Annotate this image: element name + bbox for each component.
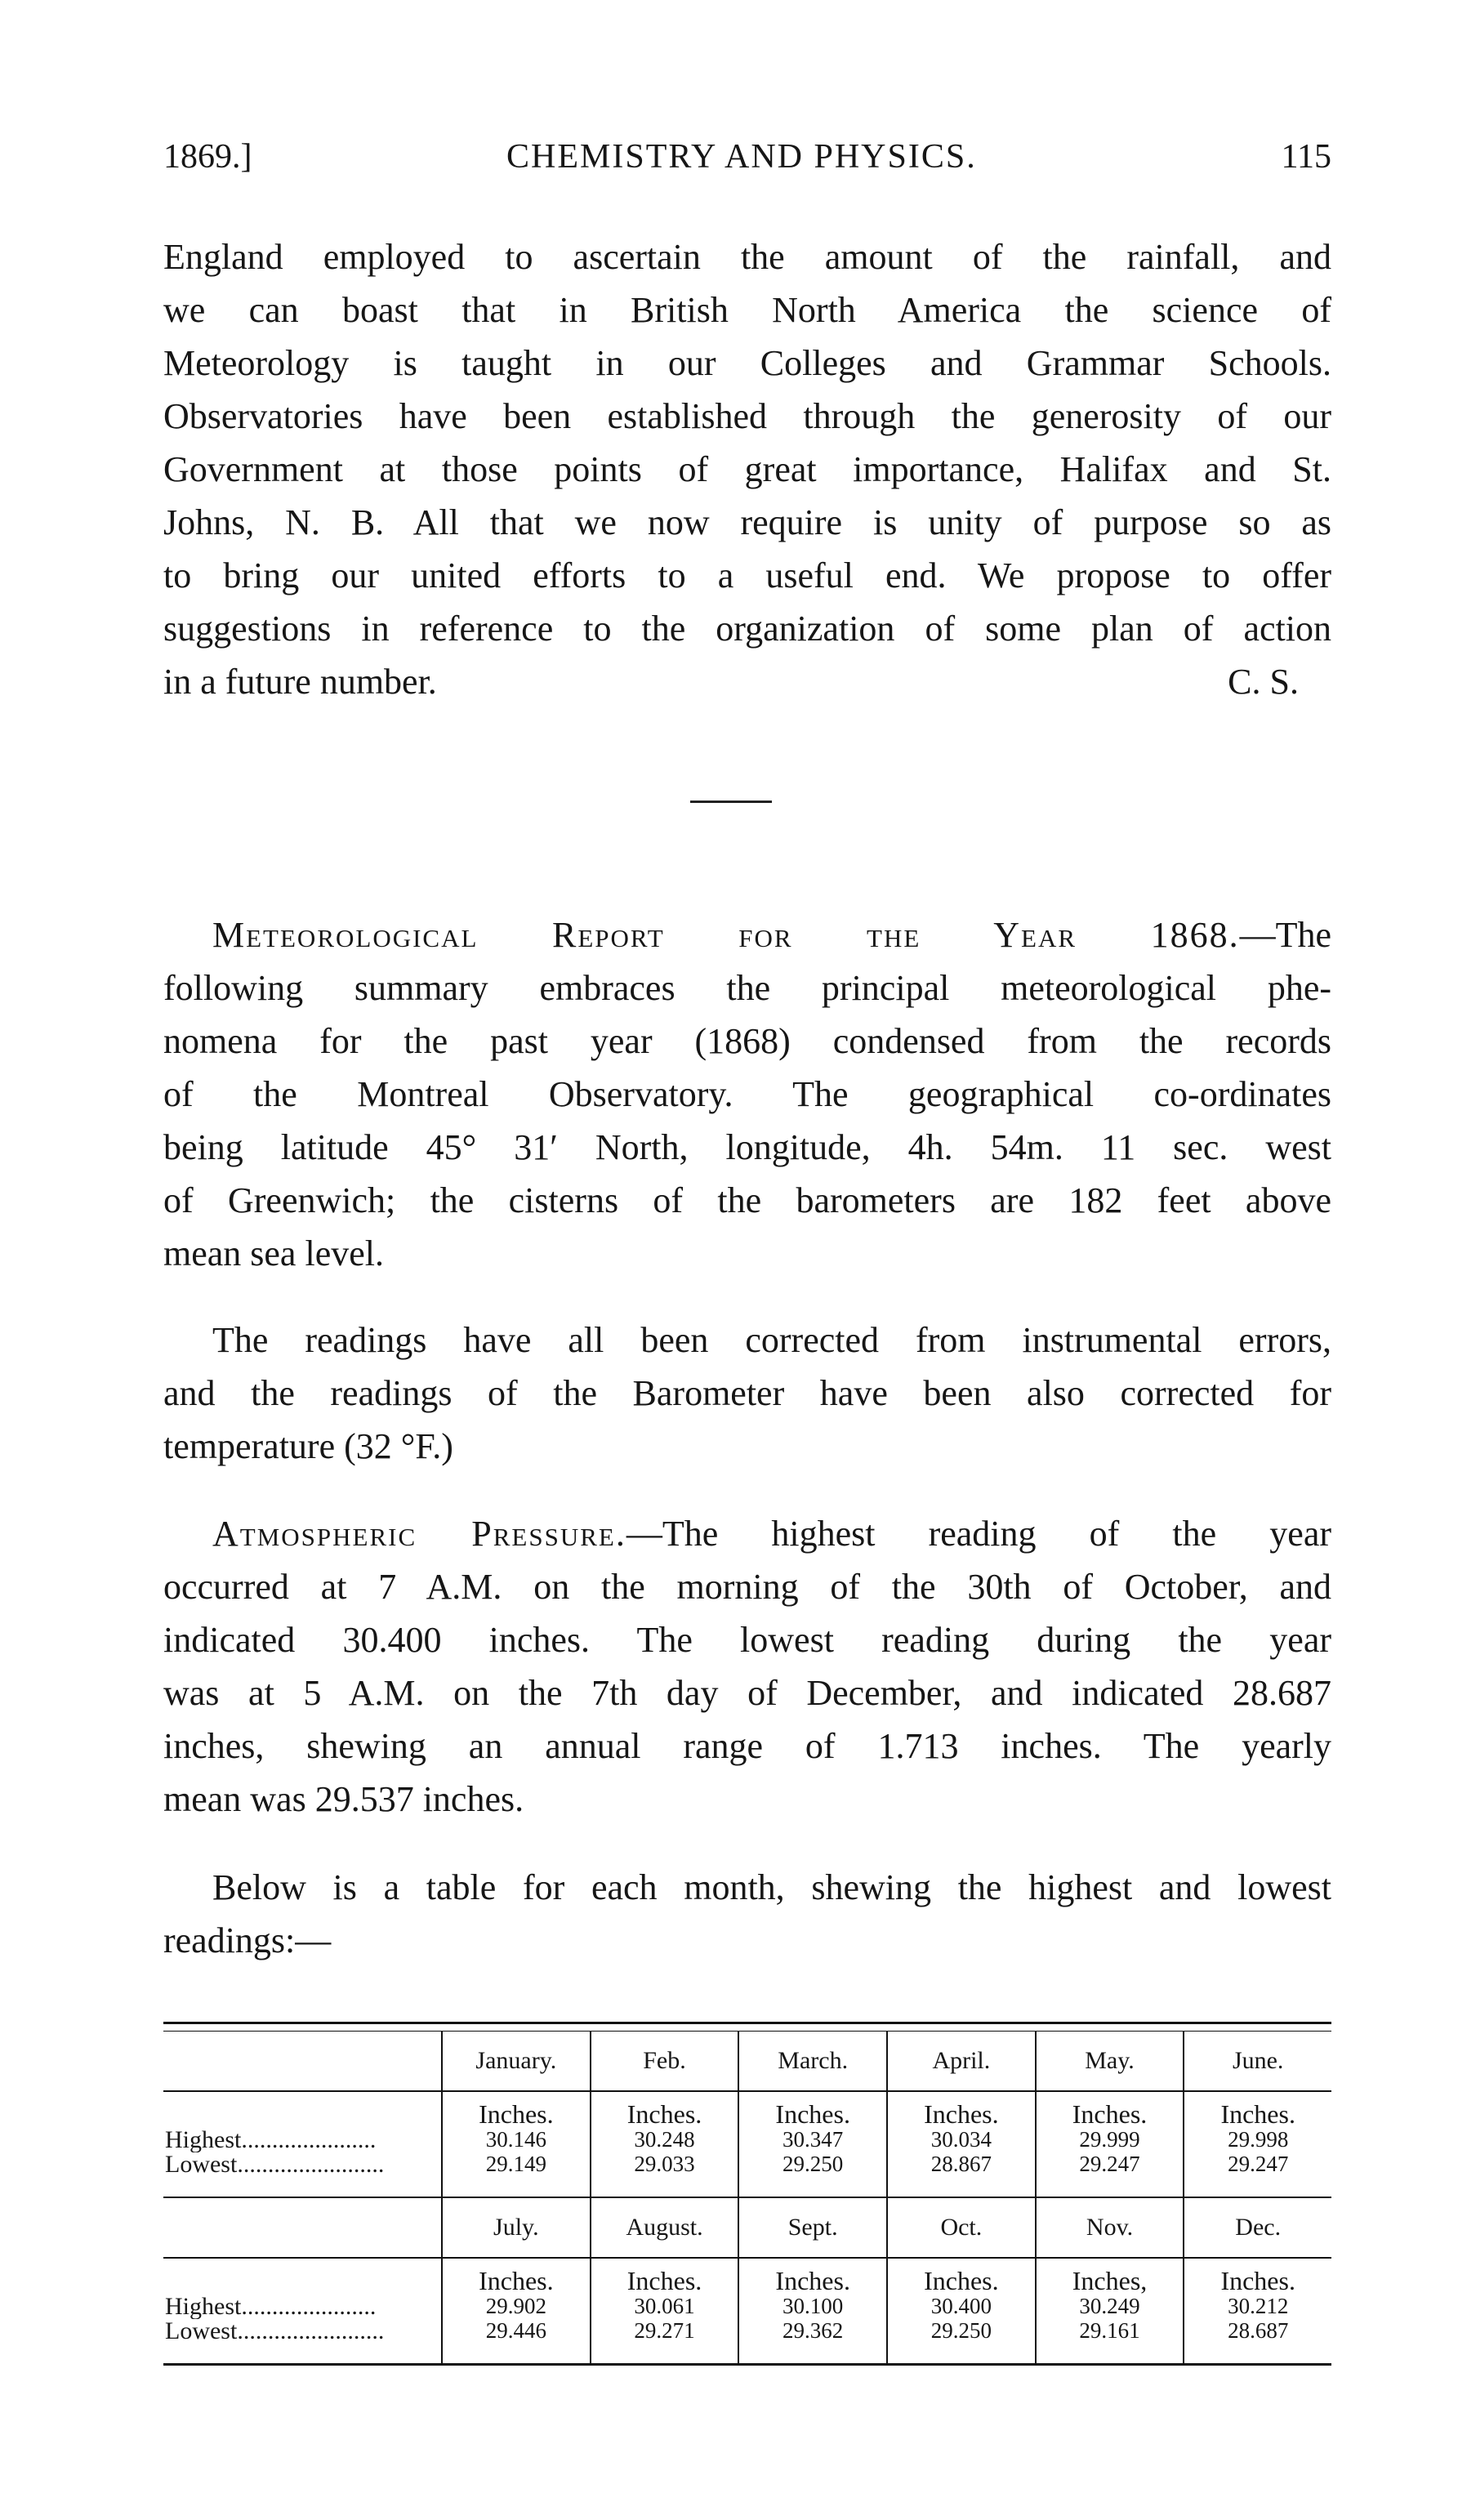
highest-label: Highest...................... [165, 2295, 377, 2319]
highest-value: 30.400 [930, 2294, 992, 2318]
unit-label: Inches. [775, 2266, 850, 2295]
table-header-row [163, 2032, 1331, 2092]
highest-value: 29.998 [1228, 2127, 1289, 2152]
text-line: following summary embraces the principal meteorological phe- [163, 968, 1331, 1008]
text-line: mean sea level. [163, 1233, 384, 1273]
text-line: being latitude 45° 31′ North, longitude, 4h. 54m. 11 sec. west [163, 1127, 1331, 1167]
lowest-label: Lowest........................ [165, 2319, 385, 2344]
text-line: Government at those points of great importance, Halifax and St. [163, 449, 1331, 489]
running-header [163, 137, 1331, 194]
row-label-cell [163, 2092, 441, 2197]
highest-value: 29.999 [1079, 2127, 1140, 2152]
lowest-value: 29.161 [1079, 2318, 1140, 2343]
table-data-row [163, 2259, 1331, 2366]
month-cell [1183, 2259, 1331, 2363]
unit-label: Inches. [1072, 2099, 1148, 2129]
lowest-value: 29.247 [1079, 2152, 1140, 2176]
highest-label: Highest...................... [165, 2128, 377, 2152]
unit-label: Inches. [479, 2099, 554, 2129]
highest-value: 30.347 [783, 2127, 844, 2152]
month-cell [441, 2259, 590, 2363]
month-cell [886, 2259, 1035, 2363]
lowest-value: 28.687 [1228, 2318, 1289, 2343]
month-cell [1035, 2092, 1184, 2197]
month-header: May. [1035, 2032, 1184, 2090]
unit-label: Inches. [626, 2099, 702, 2129]
text-line: Below is a table for each month, shewing the highest and lowest [212, 1867, 1331, 1907]
month-cell [590, 2092, 738, 2197]
lowest-value: 29.149 [485, 2152, 546, 2176]
unit-label: Inches. [924, 2266, 999, 2295]
text-line: and the readings of the Barometer have been also corrected for [163, 1373, 1331, 1413]
month-cell [1035, 2259, 1184, 2363]
intro-paragraph [163, 230, 1331, 708]
text-line: inches, shewing an annual range of 1.713 inches. The yearly [163, 1726, 1331, 1766]
month-header: Feb. [590, 2032, 738, 2090]
lowest-value: 29.247 [1228, 2152, 1289, 2176]
unit-label: Inches. [1220, 2266, 1295, 2295]
text-line: mean was 29.537 inches. [163, 1779, 524, 1819]
table-top-rule [163, 2022, 1331, 2032]
pressure-first-line [163, 1507, 1331, 1560]
highest-value: 30.146 [485, 2127, 546, 2152]
unit-label: Inches. [626, 2266, 702, 2295]
lowest-label: Lowest........................ [165, 2152, 385, 2177]
highest-value: 30.034 [930, 2127, 992, 2152]
row-label-cell [163, 2259, 441, 2363]
page-number: 115 [1281, 138, 1331, 176]
lowest-value: 28.867 [930, 2152, 992, 2176]
text-line: Meteorology is taught in our Colleges and Grammar Schools. [163, 343, 1331, 383]
month-header: Oct. [886, 2198, 1035, 2257]
lowest-value: 29.250 [930, 2318, 992, 2343]
month-header: March. [738, 2032, 886, 2090]
text-line: Observatories have been established through the generosity of our [163, 396, 1331, 436]
month-cell [590, 2259, 738, 2363]
highest-value: 30.100 [783, 2294, 844, 2318]
table-intro-paragraph [163, 1861, 1331, 1967]
text-line: was at 5 A.M. on the 7th day of December, and indicated 28.687 [163, 1673, 1331, 1713]
highest-value: 29.902 [485, 2294, 546, 2318]
lowest-value: 29.250 [783, 2152, 844, 2176]
lowest-value: 29.362 [783, 2318, 844, 2343]
header-year: 1869.] [163, 138, 252, 176]
pressure-first-line-rest: —The highest reading of the year [626, 1514, 1332, 1554]
unit-label: Inches. [1220, 2099, 1295, 2129]
report-title: Meteorological Report for the Year 1868. [212, 915, 1240, 955]
closing-line [163, 655, 1331, 708]
text-line: to bring our united efforts to a useful end. We propose to offer [163, 555, 1331, 595]
unit-label: Inches, [1072, 2266, 1148, 2295]
text-line: of the Montreal Observatory. The geographical co-ordinates [163, 1074, 1331, 1114]
text-line: Johns, N. B. All that we now require is unity of purpose so as [163, 502, 1331, 542]
report-first-line [163, 908, 1331, 961]
pressure-heading: Atmospheric Pressure. [212, 1514, 626, 1554]
text-line: temperature (32 °F.) [163, 1426, 453, 1466]
corrections-paragraph [163, 1314, 1331, 1473]
text-line: suggestions in reference to the organization of some plan of action [163, 609, 1331, 649]
text-line: indicated 30.400 inches. The lowest reading during the year [163, 1620, 1331, 1660]
report-title-dash: —The [1239, 915, 1331, 955]
closing-text: in a future number. [163, 662, 437, 702]
month-header: Nov. [1035, 2198, 1184, 2257]
unit-label: Inches. [479, 2266, 554, 2295]
month-header: Dec. [1183, 2198, 1331, 2257]
text-line: of Greenwich; the cisterns of the barometers are 182 feet above [163, 1180, 1331, 1220]
pressure-paragraph [163, 1507, 1331, 1826]
table-header-row [163, 2198, 1331, 2259]
author-signature: C. S. [1228, 662, 1299, 702]
header-section-title: CHEMISTRY AND PHYSICS. [506, 138, 977, 176]
report-paragraph [163, 908, 1331, 1280]
text-line: England employed to ascertain the amount of the rainfall, and [163, 237, 1331, 277]
section-divider [690, 801, 772, 803]
text-line: nomena for the past year (1868) condensed from the records [163, 1021, 1331, 1061]
highest-value: 30.248 [634, 2127, 695, 2152]
header-label-cell [163, 2032, 441, 2090]
month-header: July. [441, 2198, 590, 2257]
lowest-value: 29.271 [634, 2318, 695, 2343]
month-header: January. [441, 2032, 590, 2090]
highest-value: 30.061 [634, 2294, 695, 2318]
text-line: The readings have all been corrected from instrumental errors, [212, 1320, 1331, 1360]
month-cell [886, 2092, 1035, 2197]
barometer-table [163, 2022, 1331, 2366]
text-line: occurred at 7 A.M. on the morning of the 30th of October, and [163, 1567, 1331, 1607]
table-data-row [163, 2092, 1331, 2198]
text-line: readings:— [163, 1920, 332, 1960]
month-cell [738, 2092, 886, 2197]
unit-label: Inches. [924, 2099, 999, 2129]
lowest-value: 29.446 [485, 2318, 546, 2343]
month-cell [441, 2092, 590, 2197]
header-label-cell [163, 2198, 441, 2257]
month-header: June. [1183, 2032, 1331, 2090]
text-line: we can boast that in British North America the science of [163, 290, 1331, 330]
month-cell [1183, 2092, 1331, 2197]
highest-value: 30.249 [1079, 2294, 1140, 2318]
month-header: April. [886, 2032, 1035, 2090]
month-cell [738, 2259, 886, 2363]
lowest-value: 29.033 [634, 2152, 695, 2176]
unit-label: Inches. [775, 2099, 850, 2129]
highest-value: 30.212 [1228, 2294, 1289, 2318]
month-header: August. [590, 2198, 738, 2257]
month-header: Sept. [738, 2198, 886, 2257]
